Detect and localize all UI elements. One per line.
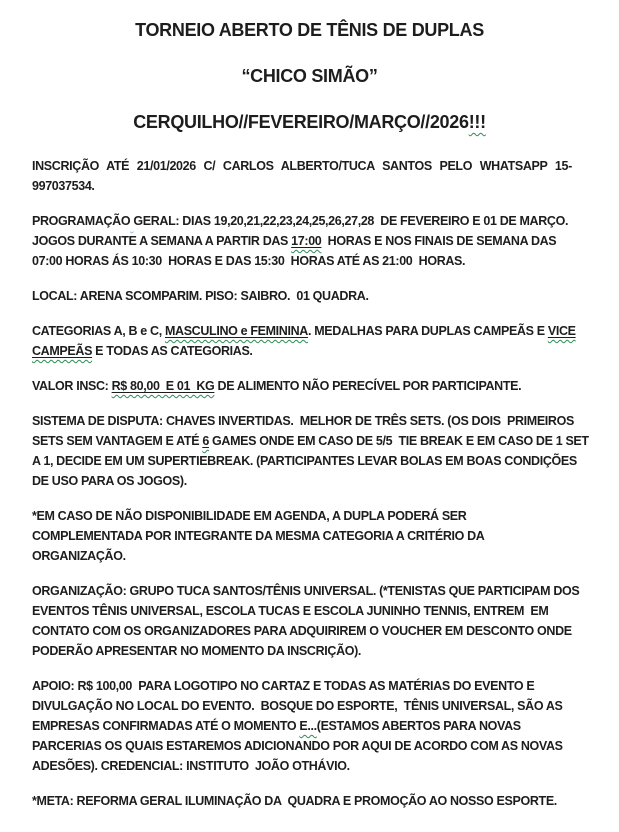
document-line <box>32 471 609 491</box>
document-line <box>32 526 609 546</box>
text-run: GERAL: DIAS 19,20,21,22,23,24,25,26,27,28 DE FEVEREIRO E 01 DE MARÇO. <box>133 214 569 228</box>
text-run: *EM CASO DE NÃO DISPONIBILIDADE EM AGENDA, A DUPLA PODERÁ SER <box>32 509 467 523</box>
text-run: 997037534. <box>32 179 95 193</box>
underlined-text <box>112 379 215 393</box>
document-line <box>32 341 609 361</box>
text-run: CERQUILHO//FEVEREIRO/MARÇO//2026 <box>133 112 469 132</box>
text-run: GAMES ONDE EM CASO DE 5/5 TIE BREAK E EM CASO DE 1 SET <box>208 434 589 448</box>
document-line <box>32 676 609 696</box>
paragraph-valor-inscricao <box>32 376 609 396</box>
document-line <box>32 546 609 566</box>
text-run: EVENTOS TÊNIS UNIVERSAL, ESCOLA TUCAS E ESCOLA JUNINHO TENNIS, ENTREM EM <box>32 604 549 618</box>
text-run: . MEDALHAS PARA DUPLAS CAMPEÃS E <box>307 324 548 338</box>
paragraph-disponibilidade <box>32 506 609 566</box>
document-line <box>32 411 609 431</box>
text-run: SISTEMA DE DISPUTA: CHAVES INVERTIDAS. MELHOR DE TRÊS SETS. (OS DOIS PRIMEIROS <box>32 414 574 428</box>
document-line <box>32 791 609 811</box>
text-run: EMPRESAS CONFIRMADAS ATÉ O MOMENTO <box>32 719 300 733</box>
document-line <box>32 621 609 641</box>
text-run: PODERÃO APRESENTAR NO MOMENTO DA INSCRIÇÃO). <box>32 644 362 658</box>
underlined-text <box>165 324 308 338</box>
document-line <box>32 696 609 716</box>
document-line <box>32 231 609 251</box>
underlined-text <box>202 434 209 448</box>
document-header <box>32 18 587 134</box>
spellcheck-squiggle-text: !!! <box>468 112 486 132</box>
text-run: HORAS E NOS FINAIS DE SEMANA DAS <box>321 234 557 248</box>
text-run: DE ALIMENTO NÃO PERECÍVEL POR PARTICIPANTE. <box>214 379 522 393</box>
text-run: ORGANIZAÇÃO. <box>32 549 126 563</box>
text-run: CATEGORIAS A, B e C, <box>32 324 165 338</box>
text-run: APOIO: R$ 100,00 PARA LOGOTIPO NO CARTAZ E TODAS AS MATÉRIAS DO EVENTO E <box>32 679 535 693</box>
text-run: (ESTAMOS ABERTOS PARA NOVAS <box>316 719 521 733</box>
document-line <box>32 506 609 526</box>
document-title-line <box>32 64 587 88</box>
text-run: ORGANIZAÇÃO: GRUPO TUCA SANTOS/TÊNIS UNIVERSAL. (*TENISTAS QUE PARTICIPAM DOS <box>32 584 580 598</box>
spellcheck-squiggle-text: MASCULINO e FEMININA <box>164 324 308 338</box>
spellcheck-squiggle-text: 17:00 <box>291 234 322 248</box>
text-run: COMPLEMENTADA POR INTEGRANTE DA MESMA CATEGORIA A CRITÉRIO DA <box>32 529 485 543</box>
document-body <box>32 156 609 811</box>
paragraph-meta <box>32 791 609 811</box>
document-line <box>32 716 609 736</box>
underlined-text <box>291 234 321 248</box>
spellcheck-squiggle-text: CAMPEÃS <box>32 344 93 358</box>
text-run: A 1, DECIDE EM UM SUPERTIEBREAK. (PARTICIPANTES LEVAR BOLAS EM BOAS CONDIÇÕES <box>32 454 577 468</box>
document-line <box>32 601 609 621</box>
spellcheck-squiggle-text: 6 <box>202 434 209 448</box>
document-line <box>32 431 609 451</box>
paragraph-organizacao <box>32 581 609 661</box>
text-run: PARCERIAS OS QUAIS ESTAREMOS ADICIONANDO POR AQUI DE ACORDO COM AS NOVAS <box>32 739 563 753</box>
paragraph-local <box>32 286 609 306</box>
text-run: CONTATO COM OS ORGANIZADORES PARA ADQUIRIREM O VOUCHER EM DESCONTO ONDE <box>32 624 572 638</box>
document-line <box>32 176 609 196</box>
text-run: *META: REFORMA GERAL ILUMINAÇÃO DA QUADRA E PROMOÇÃO AO NOSSO ESPORTE. <box>32 794 557 808</box>
document-line <box>32 581 609 601</box>
spellcheck-squiggle-text: R$ 80,00 E 01 KG <box>111 379 215 393</box>
document-line <box>32 451 609 471</box>
underlined-text <box>32 344 92 358</box>
paragraph-programacao <box>32 211 609 271</box>
document-title-line <box>32 110 587 134</box>
document-line <box>32 211 609 231</box>
document-line <box>32 321 609 341</box>
text-run: SETS SEM VANTAGEM E ATÉ <box>32 434 203 448</box>
text-run: JOGOS DURANTE A SEMANA A PARTIR DAS <box>32 234 292 248</box>
text-run: LOCAL: ARENA SCOMPARIM. PISO: SAIBRO. 01 QUADRA. <box>32 289 369 303</box>
spellcheck-squiggle-text: E... <box>299 719 317 733</box>
document-line <box>32 376 609 396</box>
paragraph-inscricao <box>32 156 609 196</box>
document-line <box>32 756 609 776</box>
text-run: INSCRIÇÃO ATÉ 21/01/2026 C/ CARLOS ALBERTO/TUCA SANTOS PELO WHATSAPP 15- <box>32 159 572 173</box>
paragraph-sistema-de-disputa <box>32 411 609 491</box>
text-run: 07:00 HORAS ÁS 10:30 HORAS E DAS 15:30 HORAS ATÉ AS 21:00 HORAS. <box>32 254 466 268</box>
document-line <box>32 156 609 176</box>
text-run: E TODAS AS CATEGORIAS. <box>92 344 253 358</box>
text-run: ADESÕES). CREDENCIAL: INSTITUTO JOÃO OTHÁVIO. <box>32 759 350 773</box>
text-run: TORNEIO ABERTO DE TÊNIS DE DUPLAS <box>135 20 484 40</box>
document-line <box>32 251 609 271</box>
paragraph-categorias <box>32 321 609 361</box>
document-line <box>32 736 609 756</box>
document-line <box>32 641 609 661</box>
text-run: PROGRAMAÇÃO <box>32 214 131 228</box>
spellcheck-squiggle-text: VICE <box>547 324 576 338</box>
text-run: “CHICO SIMÃO” <box>241 66 378 86</box>
document-title-line <box>32 18 587 42</box>
text-run: DIVULGAÇÃO NO LOCAL DO EVENTO. BOSQUE DO ESPORTE, TÊNIS UNIVERSAL, SÃO AS <box>32 699 563 713</box>
text-run: DE USO PARA OS JOGOS). <box>32 474 187 488</box>
text-run: VALOR INSC: <box>32 379 112 393</box>
document-line <box>32 286 609 306</box>
paragraph-apoio <box>32 676 609 776</box>
underlined-text <box>548 324 576 338</box>
